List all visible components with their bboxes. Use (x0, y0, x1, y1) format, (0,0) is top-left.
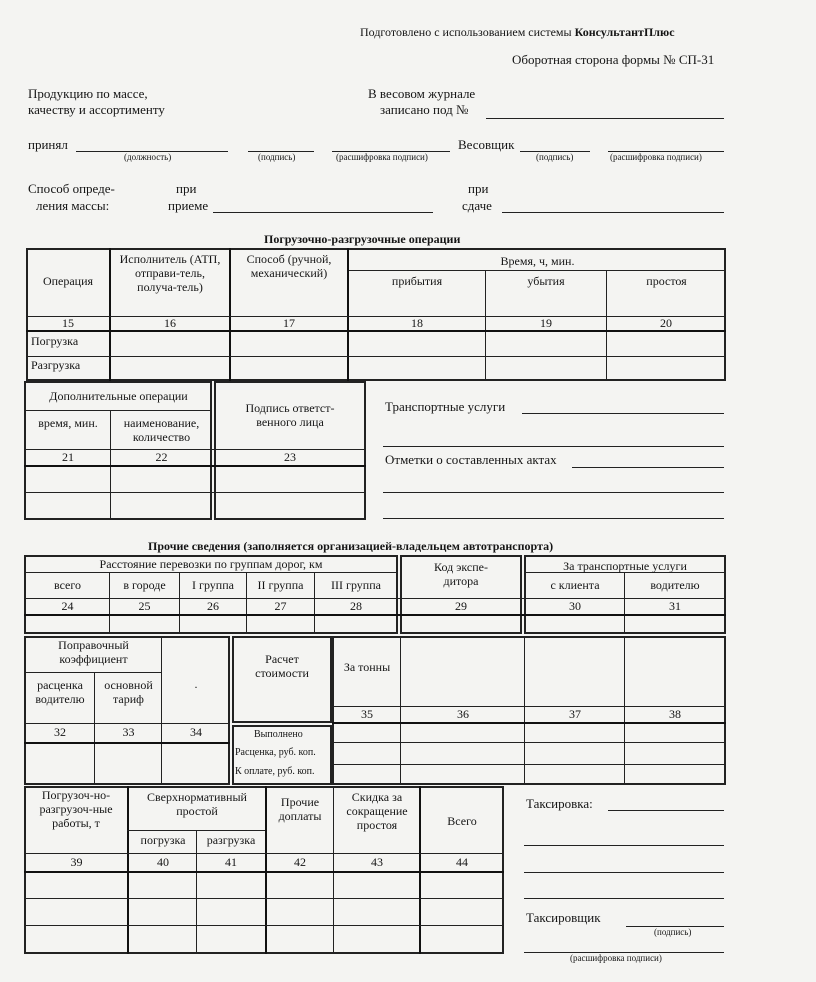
num-41: 41 (225, 855, 237, 869)
weigher-label: Весовщик (458, 137, 515, 152)
num-31: 31 (669, 599, 681, 613)
col-departure: убытия (527, 274, 565, 288)
taxation-label: Таксировка: (526, 796, 593, 811)
taxer-signature-caption: (подпись) (654, 927, 692, 937)
transport-services-line-2[interactable] (383, 446, 724, 447)
col-extra-name: наименование, количество (123, 416, 200, 444)
num-34: 34 (190, 725, 202, 739)
calc-label: Расчет стоимости (255, 652, 309, 680)
acceptance-method-line[interactable] (213, 212, 433, 213)
accepted-label: принял (28, 137, 68, 152)
num-40: 40 (157, 855, 169, 869)
num-17: 17 (283, 316, 295, 330)
prepared-prefix: Подготовлено с использованием системы (360, 25, 572, 39)
at-acceptance-1: при (176, 181, 197, 196)
signature-decode-caption: (расшифровка подписи) (336, 152, 428, 162)
product-label-1: Продукцию по массе, (28, 86, 148, 101)
num-38: 38 (669, 707, 681, 721)
taxation-line[interactable] (608, 810, 724, 811)
num-30: 30 (569, 599, 581, 613)
acts-line-2[interactable] (383, 492, 724, 493)
col-g2: II группа (257, 578, 304, 592)
col-method: Способ (ручной, механический) (246, 252, 332, 280)
col-over-unloading: разгрузка (206, 833, 256, 847)
loading-title: Погрузочно-разгрузочные операции (264, 232, 461, 246)
method-label-2: ления массы: (36, 198, 110, 213)
num-26: 26 (207, 599, 219, 613)
taxation-line-2[interactable] (524, 845, 724, 846)
num-42: 42 (294, 855, 306, 869)
other-title: Прочие сведения (заполняется организацией-владельцем автотранспорта) (148, 539, 554, 553)
col-g1: I группа (192, 578, 234, 592)
at-acceptance-2: приеме (168, 198, 209, 213)
col-from-client: с клиента (550, 578, 600, 592)
num-24: 24 (61, 599, 74, 613)
col-total: всего (53, 578, 82, 592)
product-label-2: качеству и ассортименту (28, 102, 165, 117)
weigher-signature-caption: (подпись) (536, 152, 574, 162)
journal-number-line[interactable] (486, 118, 724, 119)
signature-caption: (подпись) (258, 152, 296, 162)
num-27: 27 (274, 599, 287, 613)
num-39: 39 (70, 855, 83, 869)
transport-services-label: Транспортные услуги (385, 399, 506, 414)
rate-label: Расценка, руб. коп. (235, 747, 316, 758)
col-executor: Исполнитель (АТП, отправи-тель, получа-тель) (119, 252, 221, 294)
num-32: 32 (54, 725, 66, 739)
col-extra-sign: Подпись ответст-венного лица (245, 401, 335, 429)
num-20: 20 (660, 316, 672, 330)
col-idle: простоя (646, 274, 687, 288)
num-28: 28 (350, 599, 362, 613)
col-g3: III группа (331, 578, 381, 592)
col-operation: Операция (42, 274, 94, 288)
brand-name: КонсультантПлюс (574, 25, 675, 39)
num-22: 22 (155, 450, 168, 464)
col-rate-driver: расценка водителю (35, 678, 85, 706)
done-label: Выполнено (254, 729, 303, 740)
col-loading-works: Погрузоч-но-разгрузоч-ные работы, т (39, 788, 113, 830)
col-over-loading: погрузка (140, 833, 186, 847)
prepared-note (360, 26, 675, 38)
num-19: 19 (540, 316, 552, 330)
form-side-title: Оборотная сторона формы № СП-31 (512, 52, 715, 67)
transport-services-line[interactable] (522, 413, 724, 414)
num-23: 23 (284, 450, 296, 464)
at-delivery-1: при (468, 181, 489, 196)
num-16: 16 (164, 316, 176, 330)
col-other-pay: Прочие доплаты (278, 795, 322, 823)
weigher-decode-caption: (расшифровка подписи) (610, 152, 702, 162)
coef-title: Поправочный коэффициент (58, 638, 129, 666)
method-label-1: Способ опреде- (28, 181, 115, 196)
num-36: 36 (457, 707, 469, 721)
num-33: 33 (122, 725, 135, 739)
num-37: 37 (569, 707, 581, 721)
col-time: Время, ч, мин. (500, 254, 575, 268)
col-extra-time: время, мин. (38, 416, 98, 430)
taxer-decode-caption: (расшифровка подписи) (570, 953, 662, 963)
per-ton-label: За тонны (343, 660, 391, 674)
col-to-driver: водителю (650, 578, 700, 592)
acts-line-3[interactable] (383, 518, 724, 519)
taxation-line-3[interactable] (524, 872, 724, 873)
journal-label-2: записано под № (380, 102, 469, 117)
position-caption: (должность) (124, 152, 172, 162)
num-44: 44 (456, 855, 468, 869)
col-discount: Скидка за сокращение простоя (346, 790, 408, 832)
row-loading-label: Погрузка (31, 334, 79, 348)
col-base-tariff: основной тариф (104, 678, 153, 706)
num-15: 15 (62, 316, 74, 330)
services-title: За транспортные услуги (563, 559, 687, 573)
journal-label-1: В весовом журнале (368, 86, 476, 101)
num-21: 21 (62, 450, 74, 464)
taxation-line-4[interactable] (524, 898, 724, 899)
taxer-label: Таксировщик (526, 910, 601, 925)
extra-ops-title: Дополнительные операции (49, 389, 188, 403)
row-unloading-label: Разгрузка (31, 358, 81, 372)
over-norm-title: Сверхнормативный простой (147, 790, 247, 818)
num-35: 35 (361, 707, 373, 721)
num-25: 25 (138, 599, 151, 613)
num-18: 18 (411, 316, 423, 330)
col-arrival: прибытия (391, 274, 443, 288)
num-43: 43 (371, 855, 383, 869)
at-delivery-2: сдаче (462, 198, 492, 213)
distance-title: Расстояние перевозки по группам дорог, км (99, 557, 323, 571)
acts-label: Отметки о составленных актах (385, 452, 557, 467)
to-pay-label: К оплате, руб. коп. (235, 766, 315, 777)
col-city: в городе (123, 578, 166, 592)
num-29: 29 (455, 599, 467, 613)
col-total: Всего (447, 814, 477, 828)
acts-line[interactable] (572, 467, 724, 468)
col-forwarder: Код экспе-дитора (434, 560, 488, 588)
delivery-method-line[interactable] (502, 212, 724, 213)
col-34-mark: . (194, 677, 198, 691)
